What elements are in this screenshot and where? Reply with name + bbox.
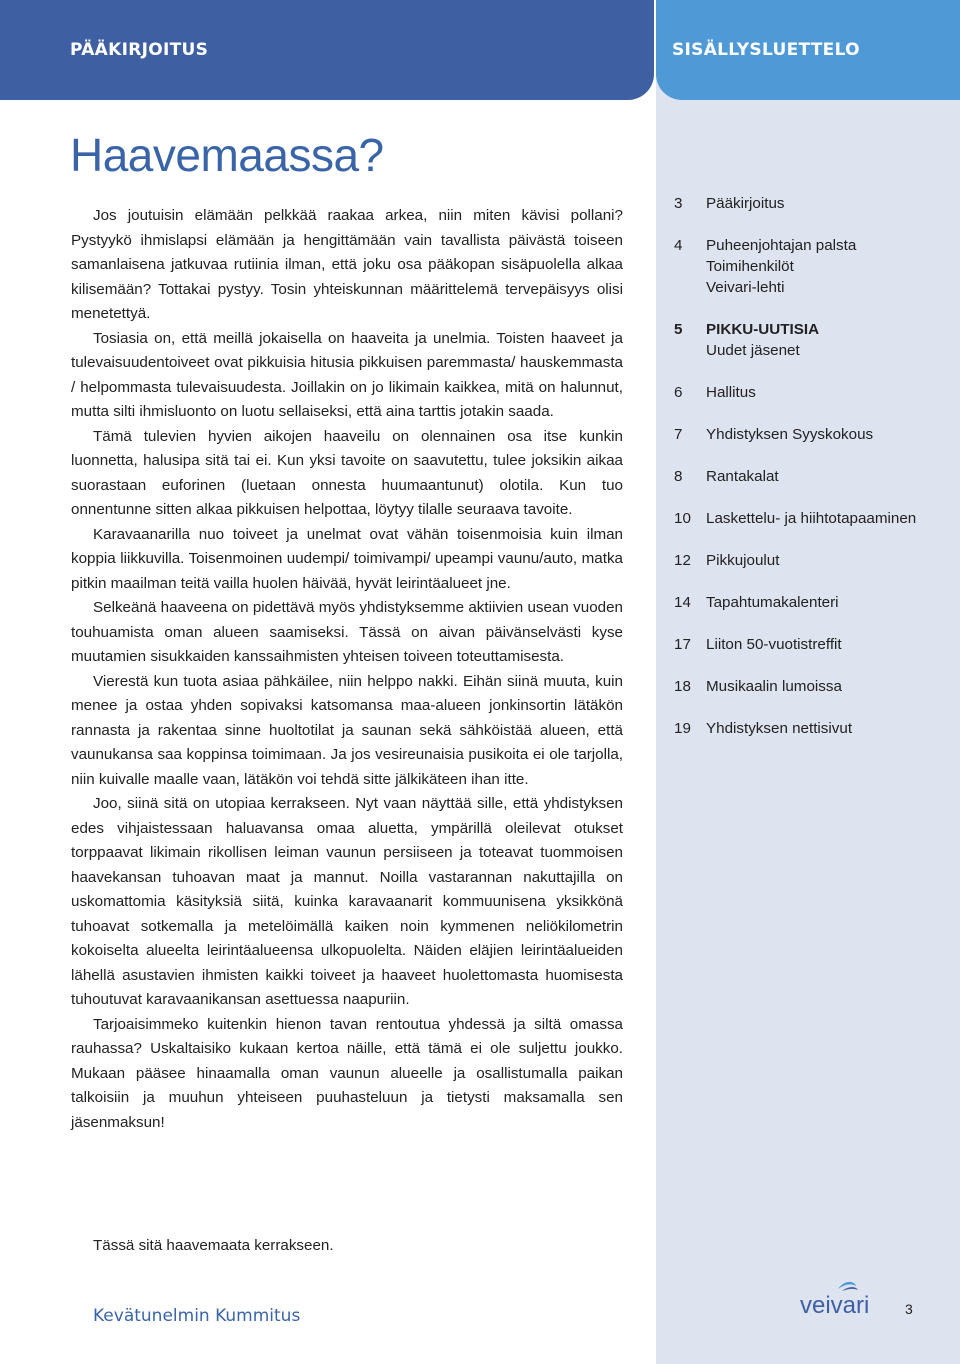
toc-entry: Liiton 50-vuotistreffit (706, 636, 842, 653)
toc-item[interactable] (674, 592, 954, 613)
article-paragraph: Selkeänä haaveena on pidettävä myös yhdistyksemme aktiivien usean vuoden touhuamista oman alueen saamiseksi. Tässä on aivan päivänselvästi kyse muutamien sisukkaiden kanssaihmisten yhteisen toiveen toteuttamisesta. (71, 599, 623, 665)
issue-name: Kevätunelmin Kummitus (93, 1306, 301, 1326)
veivari-logo-icon (798, 1280, 880, 1320)
article-paragraph: Joo, siinä sitä on utopiaa kerrakseen. Nyt vaan näyttää sille, että yhdistyksen edes vihjaistessaan haluavansa omaa aluetta, ympärillä oleilevat otukset torppaavat likimain rikollisen leiman vaunun persiiseen ja toteavat tuommoisen haavekansan tuhoavan maat ja mannut. Noilla vastarannan nakuttajilla on uskomattomia käsityksiä siitä, kuinka karavaanarit kommuunisena yksikkönä tuhoavat sotkemalla ja metelöimällä kaiken noin kymmenen neliökilometrin kokoiselta alueelta leirintäalueensa ulkopuolelta. Näiden eläjien leirintäalueiden lähellä asustavien ihmisten kaikki toiveet ja haaveet huolettomasta huomisesta tuhoutuvat karavaanikansan asettuessa naapuriin. (71, 795, 623, 1008)
page-number: 3 (905, 1301, 913, 1317)
toc-entry: Musikaalin lumoissa (706, 678, 842, 695)
toc-page-number: 19 (674, 720, 691, 737)
article-body (71, 204, 623, 1135)
toc-entry: PIKKU-UUTISIA (706, 321, 820, 338)
section-label: PÄÄKIRJOITUS (70, 40, 209, 60)
toc-label: SISÄLLYSLUETTELO (672, 40, 860, 60)
toc-item[interactable] (674, 466, 954, 487)
toc-page-number: 8 (674, 468, 683, 485)
toc-entry: Hallitus (706, 384, 756, 401)
article-paragraph: Jos joutuisin elämään pelkkää raakaa arkea, niin miten kävisi pollani? Pystyykö ihmislapsi elämään ja hengittämään vain tavallista päivästä toiseen samanlaisena jatkuvaa rutiinia ilman, että joku osa pääkopan sisäpuolella alkaa kilisemään? Tottakai pystyy. Tosin yhteiskunnan määrittelemä tervepäisyys olisi menetettyä. (71, 207, 623, 322)
toc-page-number: 5 (674, 321, 683, 338)
toc-entry: Pääkirjoitus (706, 195, 785, 212)
toc-item[interactable] (674, 676, 954, 697)
article-title: Haavemaassa? (70, 129, 384, 181)
toc-item[interactable] (674, 634, 954, 655)
toc-item[interactable] (674, 319, 954, 361)
toc-item[interactable] (674, 382, 954, 403)
toc-entry: Yhdistyksen Syyskokous (706, 426, 874, 443)
veivari-logo (798, 1280, 880, 1320)
article-paragraph: Vierestä kun tuota asiaa pähkäilee, niin helppo nakki. Eihän siinä muuta, kuin menee ja ostaa yhden sopivaksi katsomansa maa-alueen jonkinsortin lätäkön rannasta ja rakentaa sinne huoltotilat ja saunan sekä sähköistää alueen, että vaunukansa saa koppinsa toimimaan. Ja jos vesireunaisia pusikoita ei ole tarjolla, niin kuivalle maalle vaan, lätäkön voi tehdä sitte jälkikäteen ihan itte. (71, 672, 623, 788)
toc-page-number: 18 (674, 678, 691, 695)
toc-item[interactable] (674, 193, 954, 214)
toc-entry: Pikkujoulut (706, 552, 780, 569)
toc-entry: Laskettelu- ja hiihtotapaaminen (706, 510, 917, 527)
toc-header (656, 0, 960, 100)
article-paragraph: Tarjoaisimmeko kuitenkin hienon tavan rentoutua yhdessä ja siltä omassa rauhassa? Uskaltaisiko kukaan kertoa näille, että tämä ei ole suljettu joukko. Mukaan pääsee hinaamalla oman vaunun alueelle ja osallistumalla paikan talkoisiin ja muuhun yhteiseen puuhasteluun ja tietysti maksamalla sen jäsenmaksun! (71, 1015, 623, 1131)
article-paragraph: Karavaanarilla nuo toiveet ja unelmat ovat vähän toisenmoisia kuin ilman koppia liikkuvilla. Toisenmoinen uudempi/ toimivampi/ upeampi vaunu/auto, matka pitkin maailman teitä vailla huolen häivää, hyvät leirintäalueet jne. (71, 525, 623, 592)
article-paragraph: Tosiasia on, että meillä jokaisella on haaveita ja unelmia. Toisten haaveet ja tulevaisuudentoiveet ovat pikkuisia hitusia pikkuisen paremmasta/ hauskemmasta / helpommasta tulevaisuudesta. Joillakin on jo likimain kaikkea, mitä on halunnut, mutta silti ihmisluonto on luotu sellaiseksi, että aina tarttis jotakin saada. (71, 329, 623, 420)
toc-entry: Tapahtumakalenteri (706, 594, 839, 611)
table-of-contents (674, 193, 954, 739)
logo-wordmark: veivari (800, 1292, 870, 1319)
toc-item[interactable] (674, 508, 954, 529)
toc-entry: Uudet jäsenet (706, 342, 800, 359)
section-header (0, 0, 654, 100)
toc-item[interactable] (674, 718, 954, 739)
toc-item[interactable] (674, 550, 954, 571)
article-paragraph: Tämä tulevien hyvien aikojen haaveilu on olennainen osa itse kunkin luonnetta, halusipa sitä tai ei. Kun yksi tavoite on saavutettu, tulee joksikin aikaa suorastaan euforinen (luetaan onnesta huumaantunut) olotila. Kun tuo onnentunne sitten alkaa pikkuisen helpottaa, löytyy tilalle seuraava tavoite. (71, 427, 623, 518)
toc-item[interactable] (674, 235, 954, 298)
toc-page-number: 4 (674, 237, 683, 254)
toc-entry: Toimihenkilöt (706, 258, 794, 275)
toc-page-number: 3 (674, 195, 683, 212)
article-signoff: Tässä sitä haavemaata kerrakseen. (93, 1237, 334, 1254)
toc-item[interactable] (674, 424, 954, 445)
toc-entry: Veivari-lehti (706, 279, 785, 296)
toc-page-number: 6 (674, 384, 683, 401)
toc-page-number: 14 (674, 594, 691, 611)
toc-page-number: 10 (674, 510, 691, 527)
toc-entry: Puheenjohtajan palsta (706, 237, 857, 254)
toc-page-number: 12 (674, 552, 691, 569)
toc-page-number: 7 (674, 426, 683, 443)
toc-entry: Rantakalat (706, 468, 779, 485)
toc-entry: Yhdistyksen nettisivut (706, 720, 853, 737)
toc-page-number: 17 (674, 636, 691, 653)
